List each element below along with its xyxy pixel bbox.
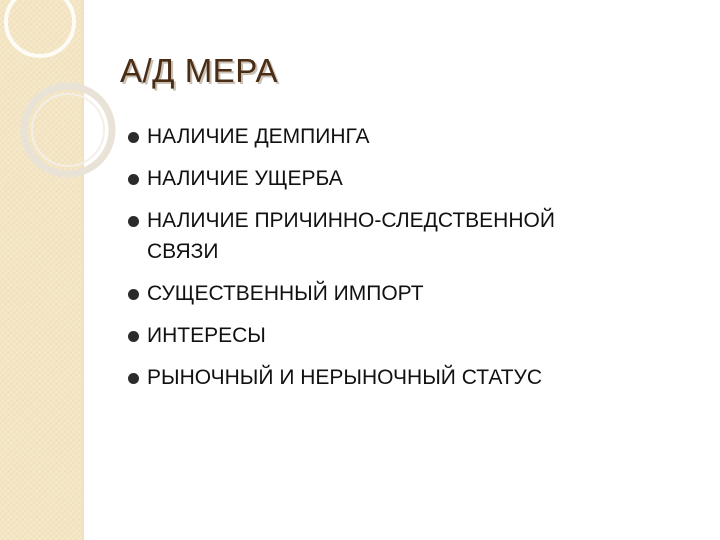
list-item (128, 163, 648, 194)
list-item-text: НАЛИЧИЕ ПРИЧИННО-СЛЕДСТВЕННОЙ СВЯЗИ (147, 209, 555, 263)
list-item (128, 278, 648, 309)
bullet-dot-icon (128, 331, 139, 342)
decorative-circle-top (6, 0, 74, 56)
list-item-text: ИНТЕРЕСЫ (147, 324, 266, 347)
list-item-text: СУЩЕСТВЕННЫЙ ИМПОРТ (147, 282, 424, 305)
list-item (128, 362, 617, 393)
bullet-dot-icon (128, 132, 139, 143)
bullet-dot-icon (128, 174, 139, 185)
list-item (128, 121, 648, 152)
decorative-circle-large (24, 86, 112, 174)
list-item (128, 320, 648, 351)
bullet-dot-icon (128, 289, 139, 300)
decorative-circle-inner (32, 94, 104, 166)
list-item-text: НАЛИЧИЕ УЩЕРБА (147, 167, 343, 190)
list-item (128, 205, 607, 267)
bullet-list (128, 121, 648, 404)
bullet-dot-icon (128, 373, 139, 384)
list-item-text: НАЛИЧИЕ ДЕМПИНГА (147, 125, 370, 148)
slide-title: А/Д МЕРА (120, 52, 279, 89)
bullet-dot-icon (128, 216, 139, 227)
list-item-text: РЫНОЧНЫЙ И НЕРЫНОЧНЫЙ СТАТУС (147, 366, 543, 389)
decorative-circles (0, 0, 130, 200)
